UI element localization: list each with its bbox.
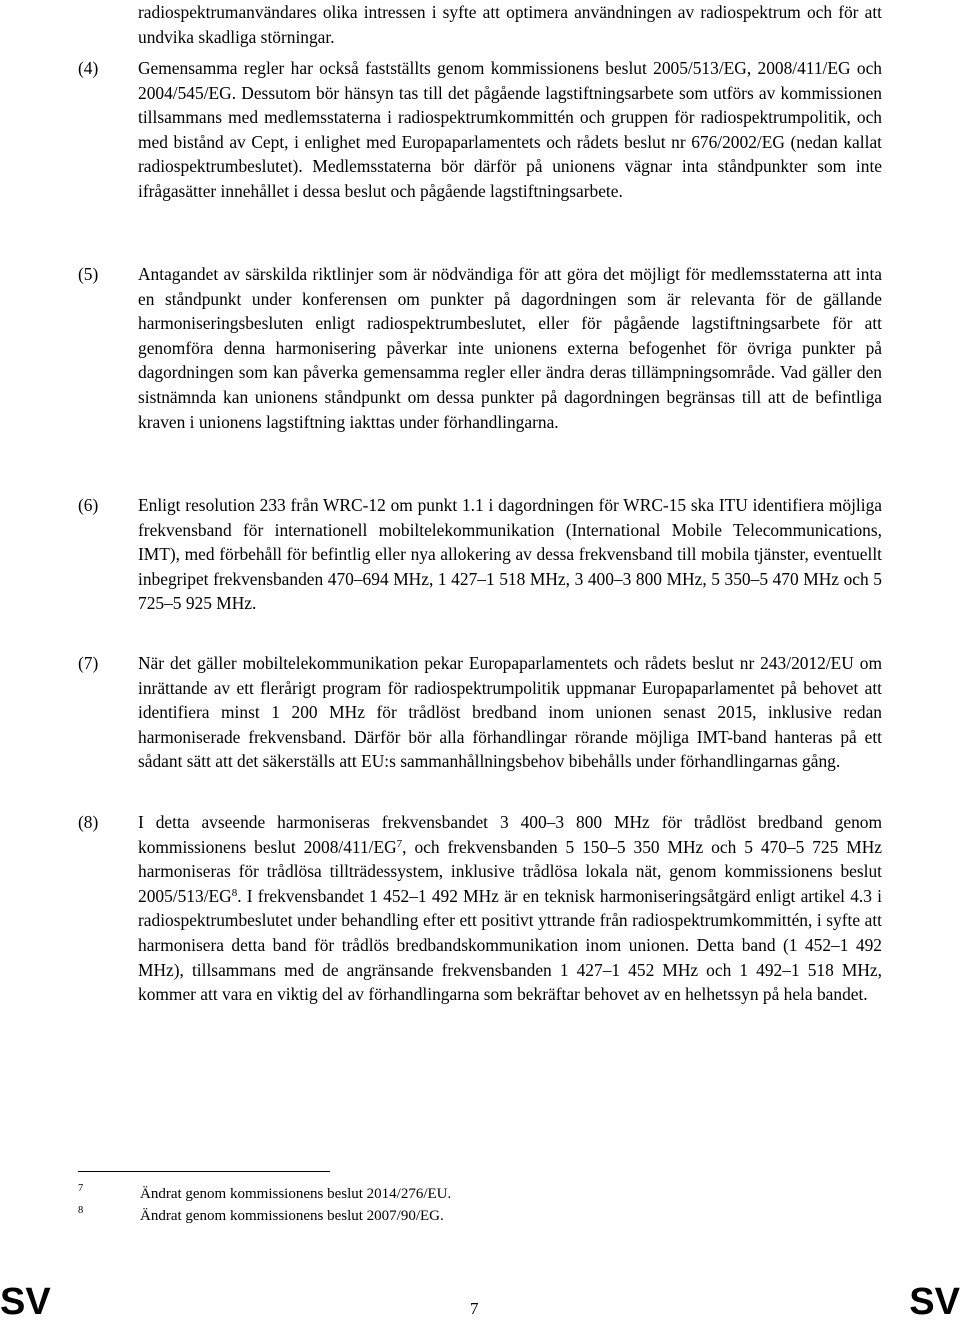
recital-4 xyxy=(78,56,882,204)
recital-text: När det gäller mobiltelekommunikation pekar Europaparlamentets och rådets beslut nr 243/2012/EU om inrättande av ett flerårigt program för radiospektrumpolitik uppmanar Europaparlamentet på behovet att identifiera minst 1 200 MHz för trådlöst bredband inom unionen senast 2015, inklusive redan harmoniserade frekvensband. Därför bör alla förhandlingar rörande möjliga IMT-band hanteras på ett sådant sätt att det säkerställs att EU:s sammanhållningsbehov bibehålls under förhandlingarnas gång. xyxy=(138,653,882,772)
footnote-number: 8 xyxy=(78,1205,84,1216)
page-number: 7 xyxy=(470,1299,479,1318)
recital-6 xyxy=(78,493,882,616)
footer-language-right: SV xyxy=(909,1281,960,1323)
footnote-text: Ändrat genom kommissionens beslut 2014/276/EU. xyxy=(140,1186,452,1202)
footnote-text: Ändrat genom kommissionens beslut 2007/90/EG. xyxy=(140,1208,444,1224)
recital-5 xyxy=(78,262,882,434)
recital-text-part: , och frekvensbanden 5 150–5 350 MHz och 5 470–5 725 MHz harmoniseras för trådlösa tillträdessystem, inklusive trådlösa lokala nät, genom kommissionens beslut 2005/513/EG xyxy=(138,836,882,906)
recital-text: Antagandet av särskilda riktlinjer som är nödvändiga för att göra det möjligt för medlemsstaterna att inta en ståndpunkt under konferensen om punkter på dagordningen som är relevanta för de gällande harmoniseringsbesluten enligt radiospektrumbeslutet, eller för pågående lagstiftningsarbete för att genomföra denna harmonisering påverkar inte unionens externa befogenhet för övriga punkter på dagordningen som kan påverka gemensamma regler eller ändra deras tillämpningsområde. Vad gäller den sistnämnda kan unionens ståndpunkt om dessa punkter på dagordningen begränsas till att de befintliga kraven i unionens lagstiftning iakttas under förhandlingarna. xyxy=(138,264,882,432)
recital-text-part: . I frekvensbandet 1 452–1 492 MHz är en teknisk harmoniseringsåtgärd enligt artikel 4.3 i radiospektrumbeslutet under behandling efter ett positivt yttrande från radiospektrumkommittén, i syfte att harmonisera detta band för trådlös bredbandskommunikation inom unionen. Detta band (1 452–1 492 MHz), tillsammans med de angränsande frekvensbanden 1 427–1 452 MHz och 1 492–1 518 MHz, kommer att vara en viktig del av förhandlingarna som bekräftar behovet av en helhetssyn på hela bandet. xyxy=(138,885,882,1005)
footnote-divider xyxy=(78,1171,330,1172)
recital-number: (4) xyxy=(78,58,99,78)
recital-text xyxy=(138,810,882,1007)
recital-text-part: I detta avseende harmoniseras frekvensbandet 3 400–3 800 MHz för trådlöst bredband genom kommissionens beslut 2008/411/EG xyxy=(138,812,882,857)
footnote-ref-8[interactable]: 8 xyxy=(231,886,238,899)
recital-number: (5) xyxy=(78,264,99,284)
recital-text: Gemensamma regler har också fastställts genom kommissionens beslut 2005/513/EG, 2008/411/EG och 2004/545/EG. Dessutom bör hänsyn tas till det pågående lagstiftningsarbete som utförs av kommissionen tillsammans med medlemsstaterna i radiospektrumkommittén och gruppen för radiospektrumpolitik, och med bistånd av Cept, i enlighet med Europaparlamentets och rådets beslut nr 676/2002/EG (nedan kallat radiospektrumbeslutet). Medlemsstaterna bör därför på unionens vägnar inta ståndpunkter som inte ifrågasätter innehållet i dessa beslut och pågående lagstiftningsarbete. xyxy=(138,58,882,201)
recital-number: (6) xyxy=(78,495,99,515)
recital-text: Enligt resolution 233 från WRC-12 om punkt 1.1 i dagordningen för WRC-15 ska ITU identifiera möjliga frekvensband för internationell mobiltelekommunikation (International Mobile Telecommunications, IMT), med förbehåll för befintlig eller nya allokering av dessa frekvensband till mobila tjänster, eventuellt inbegripet frekvensbanden 470–694 MHz, 1 427–1 518 MHz, 3 400–3 800 MHz, 5 350–5 470 MHz och 5 725–5 925 MHz. xyxy=(138,495,882,614)
recital-number: (7) xyxy=(78,653,99,673)
footer-language-left: SV xyxy=(0,1281,51,1323)
recital-number: (8) xyxy=(78,812,99,832)
recital-8 xyxy=(78,810,882,1007)
recital-7 xyxy=(78,651,882,774)
continuation-text: radiospektrumanvändares olika intressen i syfte att optimera användningen av radiospektrum och för att undvika skadliga störningar. xyxy=(138,2,882,47)
footnote-number: 7 xyxy=(78,1183,84,1194)
footnote-ref-7[interactable]: 7 xyxy=(396,837,403,850)
